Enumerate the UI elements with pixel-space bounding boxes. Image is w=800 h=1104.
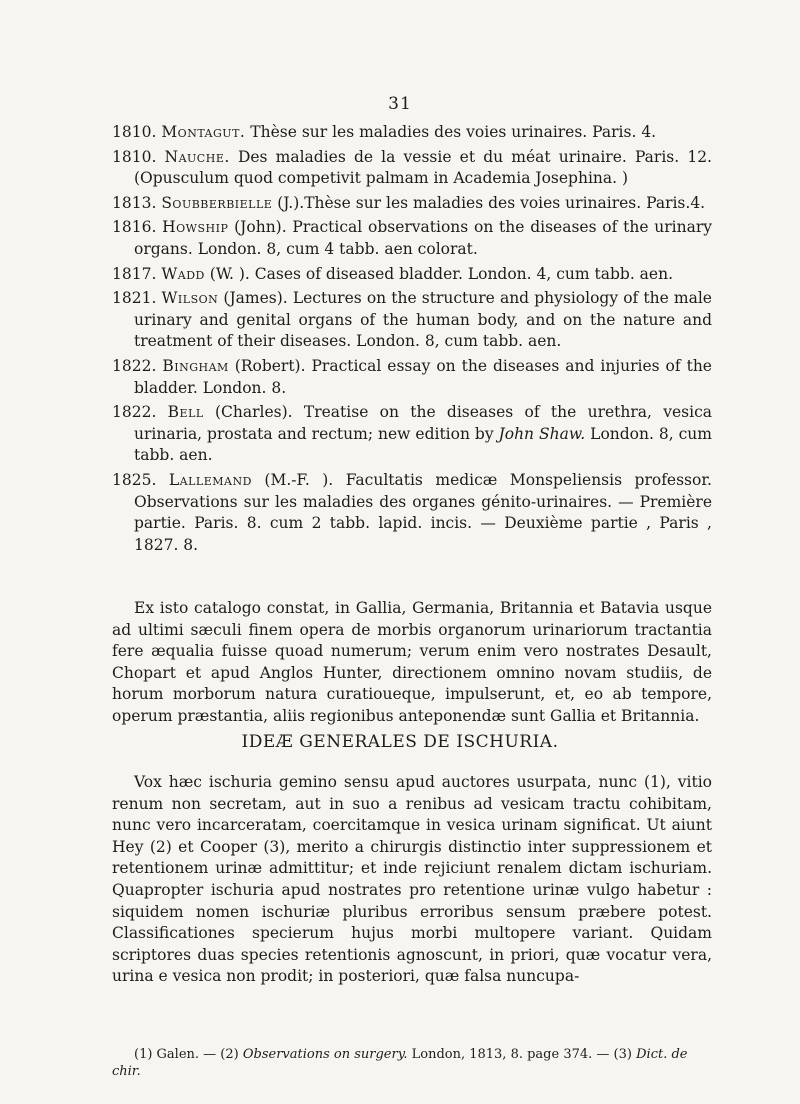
entry-author: Soubberbielle [161,193,273,212]
bibliography-entry: 1817. Wadd (W. ). Cases of diseased bladder. London. 4, cum tabb. aen. [112,264,674,283]
entry-text: (M.-F. ). Facultatis medicæ Monspeliensis professor. Observations sur les maladies des organes génito-urinaires. — Première partie. Paris. 8. cum 2 tabb. lapid. incis. — Deuxième partie , Paris , 1827. 8. [134,470,712,554]
entry-editor: John Shaw. [498,424,586,443]
entry-author: Bell [167,403,204,422]
closing-paragraph: Ex isto catalogo constat, in Gallia, Germania, Britannia et Batavia usque ad ultimi sæculi finem opera de morbis organorum urinariorum tractantia fere æqualia fuisse quoad numerum; verum enim vero nostrates Desault, Chopart et apud Anglos Hunter, directionem omnino novam studiis, de horum morborum natura curatioueque, impulserunt, et, eo ab tempore, operum præstantia, aliis regionibus anteponendæ sunt Gallia et Britannia. [112,599,712,725]
bibliography-entry: 1822. Bingham (Robert). Practical essay on the diseases and injuries of the bladder. London. 8. [112,356,712,397]
entry-text: (James). Lectures on the structure and physiology of the male urinary and genital organs of the human body, and on the nature and treatment of their diseases. London. 8, cum tabb. aen. [134,289,712,351]
entry-text: Des maladies de la vessie et du méat urinaire. Paris. 12. (Opusculum quod competivit palmam in Academia Josephina. ) [134,147,712,188]
entry-text: (John). Practical observations on the diseases of the urinary organs. London. 8, cum 4 tabb. aen colorat. [134,218,712,258]
bibliography-entry: 1821. Wilson (James). Lectures on the structure and physiology of the male urinary and genital organs of the human body, and on the nature and treatment of their diseases. London. 8, cum tabb. aen. [112,289,712,351]
entry-text: (Charles). Treatise on the diseases of the urethra, vesica urinaria, prostata and rectum; new edition by [134,403,712,443]
footnote-title: Observations on surgery. [242,1047,408,1062]
bibliography-entry: 1825. Lallemand (M.-F. ). Facultatis medicæ Monspeliensis professor. Observations sur les maladies des organes génito-urinaires. — Première partie. Paris. 8. cum 2 tabb. lapid. incis. — Deuxième partie , Paris , 1827. 8. [112,470,712,554]
entry-author: Nauche. [164,147,230,166]
entry-text: Thèse sur les maladies des voies urinaires. Paris. 4. [250,123,657,141]
entry-author: Wilson [161,289,219,308]
bibliography-entry: 1810. Nauche. Des maladies de la vessie et du méat urinaire. Paris. 12. (Opusculum quod competivit palmam in Academia Josephina. ) [112,147,712,188]
bibliography-entry: 1813. Soubberbielle (J.).Thèse sur les maladies des voies urinaires. Paris.4. [112,193,706,212]
entry-author: Montagut. [161,123,246,141]
footnote-title: Dict. de chir. [112,1047,688,1079]
page-number: 31 [388,94,412,114]
entry-text-after: London. 8, cum tabb. aen. [134,424,712,465]
footnotes: (1) Galen. — (2) Observations on surgery. London, 1813, 8. page 374. — (3) Dict. de chir. [112,1047,688,1079]
bibliography-entry: 1822. Bell (Charles). Treatise on the diseases of the urethra, vesica urinaria, prostata and rectum; new edition by John Shaw. London. 8, cum tabb. aen. [112,403,712,465]
section-heading: IDEÆ GENERALES DE ISCHURIA. [241,732,559,752]
bibliography-entry: 1810. Montagut. Thèse sur les maladies des voies urinaires. Paris. 4. [112,123,657,141]
bibliography-list [112,122,712,559]
entry-text: (Robert). Practical essay on the diseases and injuries of the bladder. London. 8. [134,356,712,397]
entry-author: Bingham [162,356,229,375]
entry-author: Wadd [161,264,205,283]
entry-author: Howship [162,218,229,237]
entry-text: (J.).Thèse sur les maladies des voies urinaires. Paris.4. [277,193,706,212]
body-paragraph: Vox hæc ischuria gemino sensu apud auctores usurpata, nunc (1), vitio renum non secretam, aut in suo a renibus ad vesicam tractu cohibitam, nunc vero incarceratam, coercitamque in vesica urinam significat. Ut aiunt Hey (2) et Cooper (3), merito a chirurgis distinctio inter suppressionem et retentionem urinæ admittitur; et inde rejiciunt renalem dictam ischuriam. Quapropter ischuria apud nostrates pro retentione urinæ vulgo habetur : siquidem nomen ischuriæ pluribus erroribus sensum præbere potest. Classificationes specierum hujus morbi multopere variant. Quidam scriptores duas species retentionis agnoscunt, in priori, quæ vocatur vera, urina e vesica non prodit; in posteriori, quæ falsa nuncupa- [112,773,712,986]
entry-text: (W. ). Cases of diseased bladder. London. 4, cum tabb. aen. [209,264,674,283]
bibliography-entry: 1816. Howship (John). Practical observations on the diseases of the urinary organs. London. 8, cum 4 tabb. aen colorat. [112,218,712,258]
entry-author: Lallemand [168,470,252,489]
